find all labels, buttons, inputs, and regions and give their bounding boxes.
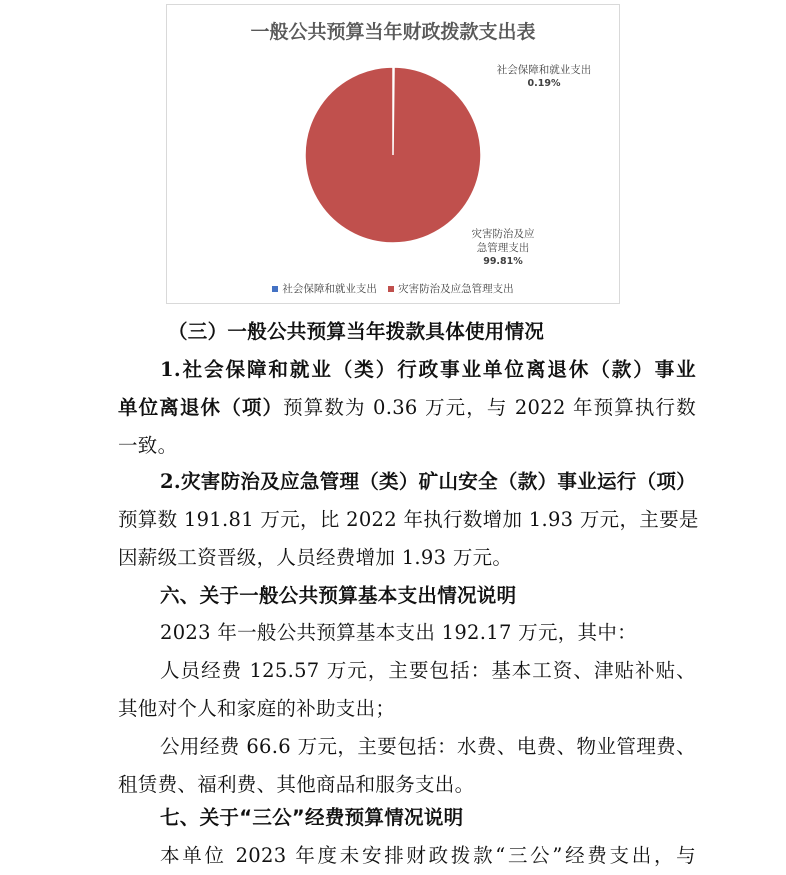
- section-7-body: [118, 837, 696, 875]
- p6-text-1: 2023 年一般公共预算基本支出 192.17 万元，其中：: [160, 621, 637, 644]
- p6-text-2-line2: 其他对个人和家庭的补助支出；: [118, 697, 396, 720]
- p6-text-2-line1: 人员经费 125.57 万元，主要包括：基本工资、津贴补贴、: [160, 659, 696, 682]
- slice-label-social-pct: 0.19%: [527, 78, 561, 89]
- heading-6: [118, 577, 696, 615]
- legend-label-disaster: 灾害防治及应急管理支出: [398, 283, 514, 295]
- item1-title-line2: 单位离退休（项）: [118, 396, 284, 419]
- slice-label-disaster-name-1: 灾害防治及应: [471, 228, 535, 240]
- item1-line2: [118, 389, 696, 427]
- legend-label-social: 社会保障和就业支出: [282, 283, 377, 295]
- item2-text-line2: 预算数 191.81 万元，比 2022 年执行数增加 1.93 万元，主要是: [118, 508, 699, 531]
- slice-label-social: [483, 63, 605, 91]
- chart-legend: [167, 281, 619, 296]
- slice-label-disaster-pct: 99.81%: [483, 256, 523, 267]
- section-6-body: [118, 614, 696, 804]
- pie-slice-1: [305, 67, 481, 243]
- item-2: [118, 463, 699, 577]
- p6-text-3-line1: 公用经费 66.6 万元，主要包括：水费、电费、物业管理费、: [160, 735, 696, 758]
- legend-swatch-blue: [272, 286, 278, 292]
- p7-text-1: 本单位 2023 年度未安排财政拨款“三公”经费支出，与: [160, 844, 696, 867]
- heading-3: [118, 313, 696, 351]
- item-1: [118, 351, 696, 465]
- section-heading-7: 七、关于“三公”经费预算情况说明: [160, 806, 464, 829]
- item1-text-line2: 预算数为 0.36 万元，与 2022 年预算执行数: [283, 396, 696, 419]
- pie-chart-svg: [167, 5, 619, 303]
- item2-title-line1: 2.灾害防治及应急管理（类）矿山安全（款）事业运行（项）: [160, 470, 696, 493]
- legend-item-disaster: [388, 283, 514, 295]
- legend-item-social: [272, 283, 377, 295]
- item1-title-line1: 1.社会保障和就业（类）行政事业单位离退休（款）事业: [160, 358, 696, 381]
- item1-text-line3: 一致。: [118, 434, 178, 457]
- p6-text-3-line2: 租赁费、福利费、其他商品和服务支出。: [118, 773, 475, 796]
- heading-7: [118, 799, 696, 837]
- slice-label-disaster: [457, 227, 549, 269]
- chart-title: 一般公共预算当年财政拨款支出表: [250, 21, 536, 43]
- slice-label-social-name: 社会保障和就业支出: [496, 64, 592, 76]
- legend-swatch-red: [388, 286, 394, 292]
- slice-label-disaster-name-2: 急管理支出: [476, 242, 530, 254]
- section-heading-6: 六、关于一般公共预算基本支出情况说明: [160, 584, 517, 607]
- item2-text-line3: 因薪级工资晋级，人员经费增加 1.93 万元。: [118, 546, 513, 569]
- section-heading-3: （三）一般公共预算当年拨款具体使用情况: [168, 320, 545, 343]
- pie-chart: [166, 4, 620, 304]
